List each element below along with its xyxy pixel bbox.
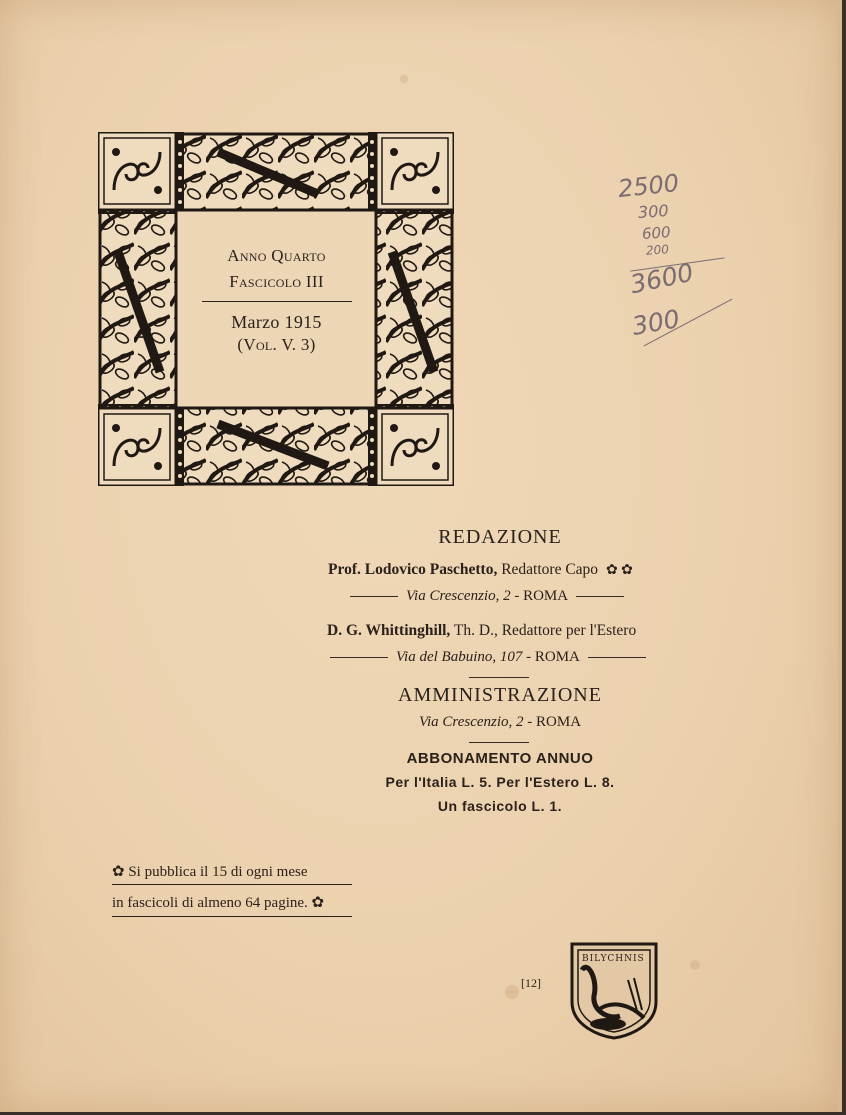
ornamental-frame (98, 132, 454, 486)
editor1-name: Prof. Lodovico Paschetto, (328, 561, 498, 578)
editor1-line (328, 561, 633, 579)
stain (505, 985, 519, 999)
dash-rule (588, 657, 646, 658)
page-number: [12] (521, 976, 541, 990)
notice-text-1: Si pubblica il 15 di ogni mese (128, 864, 308, 880)
frame-divider (202, 301, 352, 302)
notice-line-2 (112, 893, 324, 912)
publisher-logo (568, 940, 660, 1040)
notice-line-1 (112, 862, 307, 881)
date-label: Marzo 1915 (231, 312, 322, 332)
leaf-ornament-icon: ✿ (112, 864, 125, 880)
redazione-heading: REDAZIONE (438, 526, 562, 548)
address-separator: - (522, 649, 535, 665)
stain (690, 960, 700, 970)
amministrazione-address (320, 714, 680, 731)
stain (400, 75, 408, 83)
volume-label: (Vol. V. 3) (237, 335, 316, 354)
dash-rule (330, 657, 388, 658)
handwritten-notes (612, 168, 742, 352)
note-line: 3600 (627, 257, 696, 300)
admin-street: Via Crescenzio, 2 (418, 714, 524, 730)
amministrazione-heading: AMMINISTRAZIONE (398, 684, 602, 706)
notice-text-2: in fascicoli di almeno 64 pagine. (112, 895, 308, 911)
notice-rule (112, 916, 352, 917)
year-label: Anno Quarto (227, 246, 326, 265)
frame-text (178, 214, 375, 402)
note-line: 200 (645, 242, 670, 258)
editor2-name: D. G. Whittinghill, (327, 622, 451, 639)
section-divider (469, 677, 529, 678)
leaf-ornament-icon: ✿ (311, 895, 325, 911)
section-divider (469, 742, 529, 743)
admin-city: ROMA (536, 714, 582, 730)
address-separator: - (523, 714, 537, 730)
note-line: 600 (641, 223, 672, 243)
editor2-line (327, 622, 636, 640)
address-separator: - (510, 588, 524, 604)
logo-lettering: BILYCHNIS (582, 954, 645, 964)
note-line: 300 (629, 304, 682, 341)
leaf-ornament-icon: ✿ ✿ (605, 563, 633, 578)
editor2-role: Th. D., Redattore per l'Estero (453, 622, 637, 639)
issue-label: Fascicolo III (229, 272, 324, 291)
editor2-address (322, 649, 654, 666)
dash-rule (350, 596, 398, 597)
abbonamento-prices: Per l'Italia L. 5. Per l'Estero L. 8. (385, 774, 615, 790)
editor1-city: ROMA (523, 588, 569, 604)
editor2-city: ROMA (534, 649, 580, 665)
note-line: 300 (637, 200, 670, 223)
abbonamento-heading: ABBONAMENTO ANNUO (406, 750, 594, 767)
editor2-street: Via del Babuino, 107 (396, 649, 523, 665)
editor1-street: Via Crescenzio, 2 (406, 588, 511, 604)
dash-rule (576, 596, 624, 597)
note-line: 2500 (616, 168, 681, 204)
notice-rule (112, 884, 352, 885)
editor1-role: Redattore Capo (501, 561, 599, 578)
abbonamento-single: Un fascicolo L. 1. (437, 798, 563, 814)
editor1-address (342, 588, 632, 605)
